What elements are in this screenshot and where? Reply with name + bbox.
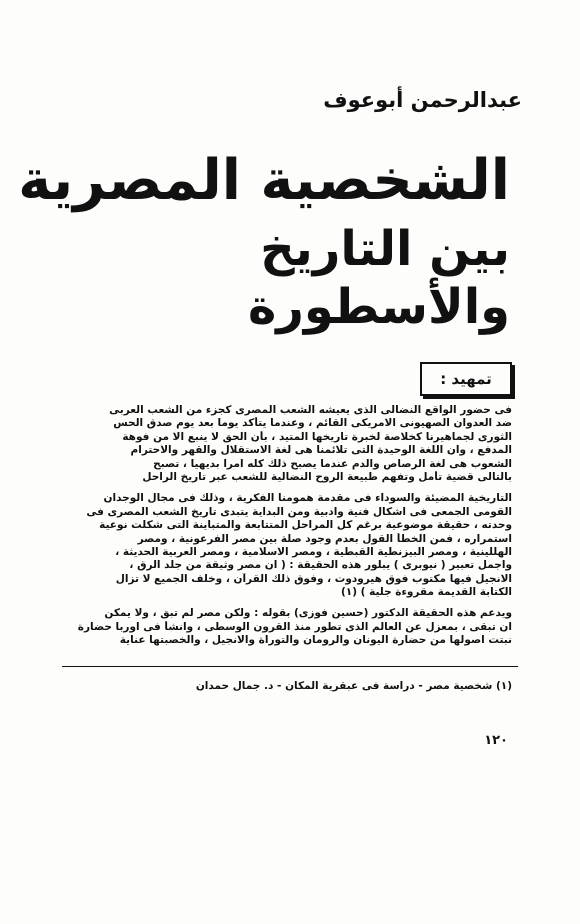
body-line: فى حضور الواقع النضالى الذى يعيشه الشعب المصرى كجزء من الشعب العربى (109, 404, 512, 416)
body-line: استمراره ، فمن الخطأ القول بعدم وجود صلة بين مصر الفرعونية ، ومصر (137, 532, 512, 545)
body-line: الهللينية ، ومصر البيزنطية القبطية ، ومصر الاسلامية ، ومصر العربية الحديثة ، (115, 545, 512, 558)
body-line: القومى الجمعى فى اشكال فنية وادبية ومن البداية يتبدى تاريخ الشعب المصرى فى (86, 505, 512, 518)
body-line: ان تبقى ، بمعزل عن العالم الذى تطور منذ القرون الوسطى ، وانشأ فى اوربا حضارة (77, 620, 512, 633)
page-title: الشخصية المصرية (18, 148, 510, 213)
section-heading: تمهيد : (440, 370, 492, 388)
body-line: واجمل تعبير ( نيوبرى ) يبلور هذه الحقيقة : ( ان مصر وثيقة من جلد الرق ، (129, 559, 512, 572)
body-line: المدفع ، وان اللغة الوحيدة التى تلائمنا هى لغة الاستقلال والقهر والاحترام (130, 444, 512, 457)
author-name: عبدالرحمن أبوعوف (323, 88, 522, 112)
paragraph-gap (68, 484, 512, 492)
body-line: وحدته ، حقيقة موضوعية برغم كل المراحل المتتابعة والمتباينة التى شكلت نوعية (99, 519, 512, 532)
body-line: التاريخية المضيئة والسوداء فى مقدمة همومنا الفكرية ، وذلك فى مجال الوجدان (103, 492, 512, 505)
footnote: (١) شخصية مصر - دراسة فى عبقرية المكان - د. جمال حمدان (195, 680, 512, 692)
body-text (68, 404, 512, 648)
paragraph-gap (68, 599, 512, 607)
page-number: ١٢٠ (484, 733, 508, 748)
body-line: ضد العدوان الصهيونى الامريكى القائم ، وعندما يتأكد يوما بعد يوم صدق الحس (113, 417, 512, 430)
body-line: الشعوب هى لغة الرصاص والدم عندما يصبح ذلك كله امرا بديهيا ، تصبح (153, 457, 512, 470)
body-line: الكتابة القديمة مقروءة جلية ) (١) (340, 586, 512, 599)
subtitle-line-1: بين التاريخ (260, 221, 510, 277)
body-line: ويدعم هذه الحقيقة الدكتور (حسين فوزى) بقوله : ولكن مصر لم تبق ، ولا يمكن (104, 607, 512, 620)
footnote-divider (62, 666, 518, 667)
body-line: الثورى لجماهيرنا كخلاصة لخبرة تاريخها المتيد ، بأن الحق لا ينبع الا من فوهة (122, 430, 512, 443)
subtitle-line-2: والأسطورة (247, 279, 510, 335)
body-line: بالتالى قضية تأمل وتفهم طبيعة الروح النضالية للشعب عبر تاريخ الراحل (142, 470, 512, 483)
body-line: نبتت اصولها من حضارة اليونان والرومان والتوراة والانجيل ، والخصبتها عناية (119, 634, 512, 647)
section-heading-box (420, 362, 512, 396)
body-line: الانجيل فيها مكتوب فوق هيرودوت ، وفوق ذلك القرآن ، وخلف الجميع لا تزال (115, 572, 512, 585)
